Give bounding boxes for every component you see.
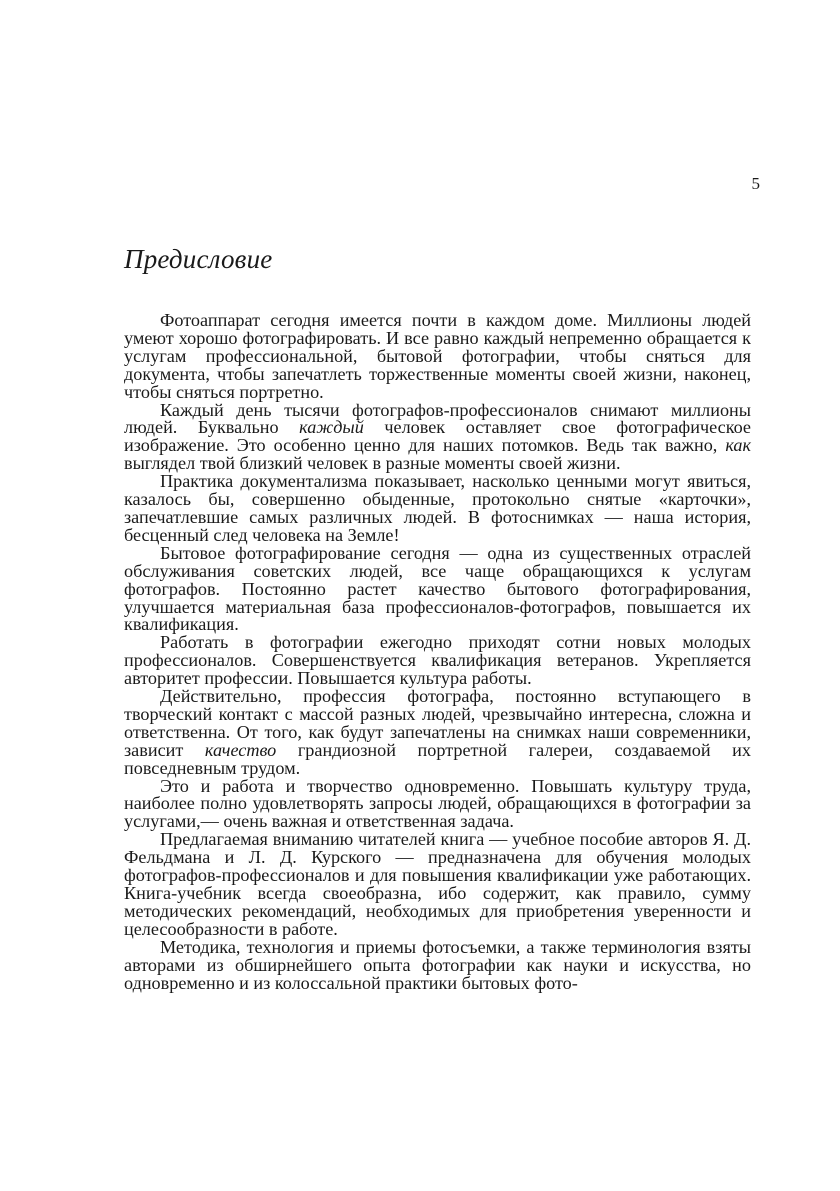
text-run: Действительно, профессия фотографа, постоянно вступающего в творческий контакт с массой разных людей, чрезвычайно интересна, сложна и ответственна. От того, как будут запечатлены на снимках наши современники, зависит bbox=[124, 686, 751, 760]
text-run: выглядел твой близкий человек в разные моменты своей жизни. bbox=[124, 453, 621, 474]
paragraph bbox=[124, 634, 751, 688]
paragraph bbox=[124, 542, 751, 635]
text-run: Это и работа и творчество одновременно. Повышать культуру труда, наиболее полно удовлетворять запросы людей, обращающихся в фотографии за услугами,— очень важная и ответственная задача. bbox=[124, 775, 751, 832]
paragraph bbox=[124, 936, 751, 993]
emphasis-text: качество bbox=[204, 739, 277, 760]
emphasis-text: как bbox=[725, 435, 751, 456]
text-run: человек оставляет свое фотографическое изображение. Это особенно ценно для наших потомков. Ведь так важно, bbox=[124, 417, 751, 456]
text-run: Предлагаемая вниманию читателей книга — учебное пособие авторов Я. Д. Фельдмана и Л. Д. Курского — предназначена для обучения молодых фотографов-профессионалов и для повышения квалификации уже работающих. Книга-учебник всегда своеобразна, ибо содержит, как правило, сумму методических рекомендаций, необходимых для приобретения уверенности и целесообразности в работе. bbox=[124, 829, 751, 939]
paragraph bbox=[124, 831, 751, 938]
page-number: 5 bbox=[751, 174, 760, 193]
text-run: Методика, технология и приемы фотосъемки, а также терминология взяты авторами из обширнейшего опыта фотографии как науки и искусства, но одновременно и из колоссальной практики бытовых фото- bbox=[124, 936, 751, 993]
paragraph bbox=[124, 473, 751, 545]
text-run: Бытовое фотографирование сегодня — одна из существенных отраслей обслуживания советских людей, все чаще обращающихся к услугам фотографов. Постоянно растет качество бытового фотографирования, улучшается материальная база профессионалов-фотографов, повышается их квалификация. bbox=[124, 542, 751, 635]
paragraph bbox=[124, 775, 751, 832]
emphasis-text: каждый bbox=[299, 417, 364, 438]
text-run: грандиозной портретной галереи, создаваемой их повседневным трудом. bbox=[124, 739, 751, 778]
page-title: Предисловие bbox=[124, 244, 273, 274]
text-run: Работать в фотографии ежегодно приходят сотни новых молодых профессионалов. Совершенствуется квалификация ветеранов. Укрепляется авторитет профессии. Повышается культура работы. bbox=[124, 632, 751, 689]
paragraph bbox=[124, 312, 751, 402]
text-run: Каждый день тысячи фотографов-профессионалов снимают миллионы людей. Буквально bbox=[124, 399, 751, 438]
text-run: Практика документализма показывает, насколько ценными могут явиться, казалось бы, совершенно обыденные, протокольно снятые «карточки», запечатлевшие самых различных людей. В фотоснимках — наша история, бесценный след человека на Земле! bbox=[124, 471, 751, 545]
body-text bbox=[124, 312, 751, 992]
paragraph bbox=[124, 399, 751, 474]
paragraph bbox=[124, 688, 751, 778]
text-run: Фотоаппарат сегодня имеется почти в каждом доме. Миллионы людей умеют хорошо фотографировать. И все равно каждый непременно обращается к услугам профессиональной, бытовой фотографии, чтобы сняться для документа, чтобы запечатлеть торжественные моменты своей жизни, наконец, чтобы сняться портретно. bbox=[124, 310, 751, 402]
